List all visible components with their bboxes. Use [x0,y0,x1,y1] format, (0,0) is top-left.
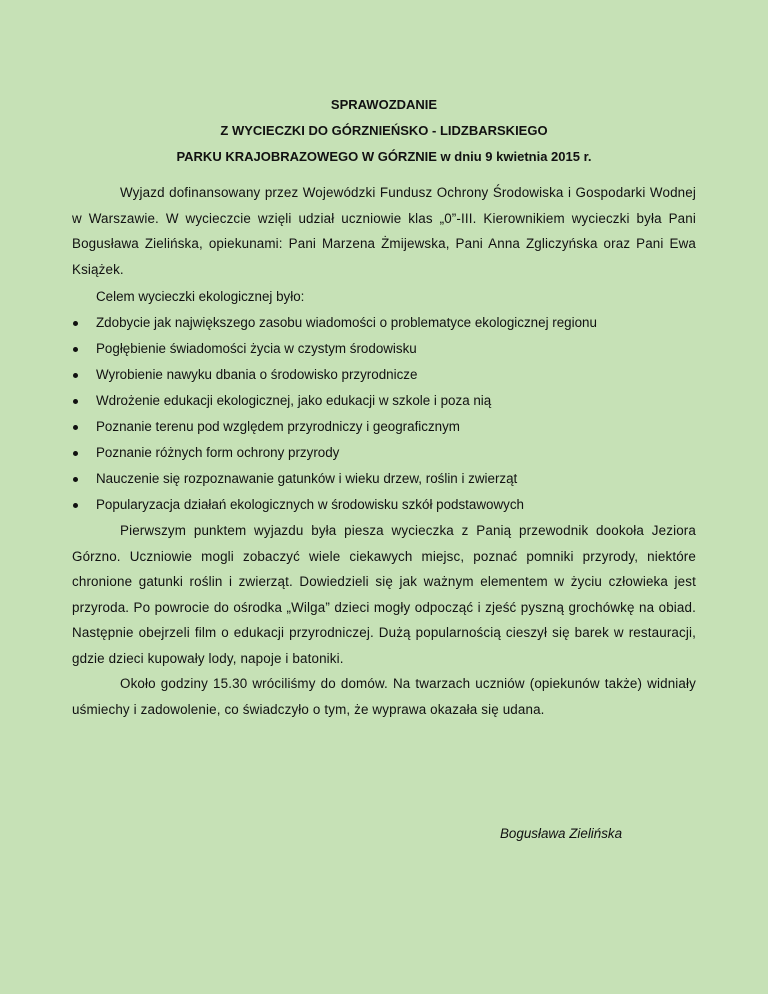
bullet-icon [73,399,78,404]
intro-paragraph: Wyjazd dofinansowany przez Wojewódzki Fundusz Ochrony Środowiska i Gospodarki Wodnej w Warszawie. W wycieczcie wzięli udział uczniowie klas „0”-III. Kierownikiem wycieczki była Pani Bogusława Zielińska, opiekunami: Pani Marzena Żmijewska, Pani Anna Zgliczyńska oraz Pani Ewa Książek. [72,185,696,277]
body-paragraph-trip: Pierwszym punktem wyjazdu była piesza wycieczka z Panią przewodnik dookoła Jeziora Górzno. Uczniowie mogli zobaczyć wiele ciekawych miejsc, poznać pomniki przyrody, niektóre chronione gatunki roślin i zwierząt. Dowiedzieli się jak ważnym elementem w życiu człowieka jest przyroda. Po powrocie do ośrodka „Wilga” dzieci mogły odpocząć i zjeść pyszną grochówkę na obiad. Następnie obejrzeli film o edukacji przyrodniczej. Dużą popularnością cieszył się barek w restauracji, gdzie dzieci kupowały lody, napoje i batoniki. [72,523,696,666]
report-title: SPRAWOZDANIE [330,97,438,112]
bullet-icon [73,425,78,430]
report-subtitle-line-2: PARKU KRAJOBRAZOWEGO W GÓRZNIE w dniu 9 kwietnia 2015 r. [176,149,592,164]
list-item: Wyrobienie nawyku dbania o środowisko przyrodnicze [72,362,696,388]
list-item: Zdobycie jak największego zasobu wiadomości o problematyce ekologicznej regionu [72,310,696,336]
report-subtitle-line-1: Z WYCIECZKI DO GÓRZNIEŃSKO - LIDZBARSKIEGO [220,123,548,138]
goals-lead: Celem wycieczki ekologicznej było: [96,289,305,304]
list-item: Pogłębienie świadomości życia w czystym środowisku [72,336,696,362]
goals-list [72,310,696,518]
list-item: Popularyzacja działań ekologicznych w środowisku szkół podstawowych [72,492,696,518]
list-item: Nauczenie się rozpoznawanie gatunków i wieku drzew, roślin i zwierząt [72,466,696,492]
bullet-icon [73,451,78,456]
list-item: Wdrożenie edukacji ekologicznej, jako edukacji w szkole i poza nią [72,388,696,414]
bullet-icon [73,321,78,326]
body-paragraph-return: Około godziny 15.30 wróciliśmy do domów. Na twarzach uczniów (opiekunów także) widniały uśmiechy i zadowolenie, co świadczyło o tym, że wyprawa okazała się udana. [72,676,696,717]
bullet-icon [73,347,78,352]
list-item: Poznanie różnych form ochrony przyrody [72,440,696,466]
bullet-icon [73,477,78,482]
bullet-icon [73,373,78,378]
signature: Bogusława Zielińska [500,826,623,841]
bullet-icon [73,503,78,508]
report-content [72,92,696,722]
list-item: Poznanie terenu pod względem przyrodniczy i geograficznym [72,414,696,440]
report-heading [72,92,696,170]
